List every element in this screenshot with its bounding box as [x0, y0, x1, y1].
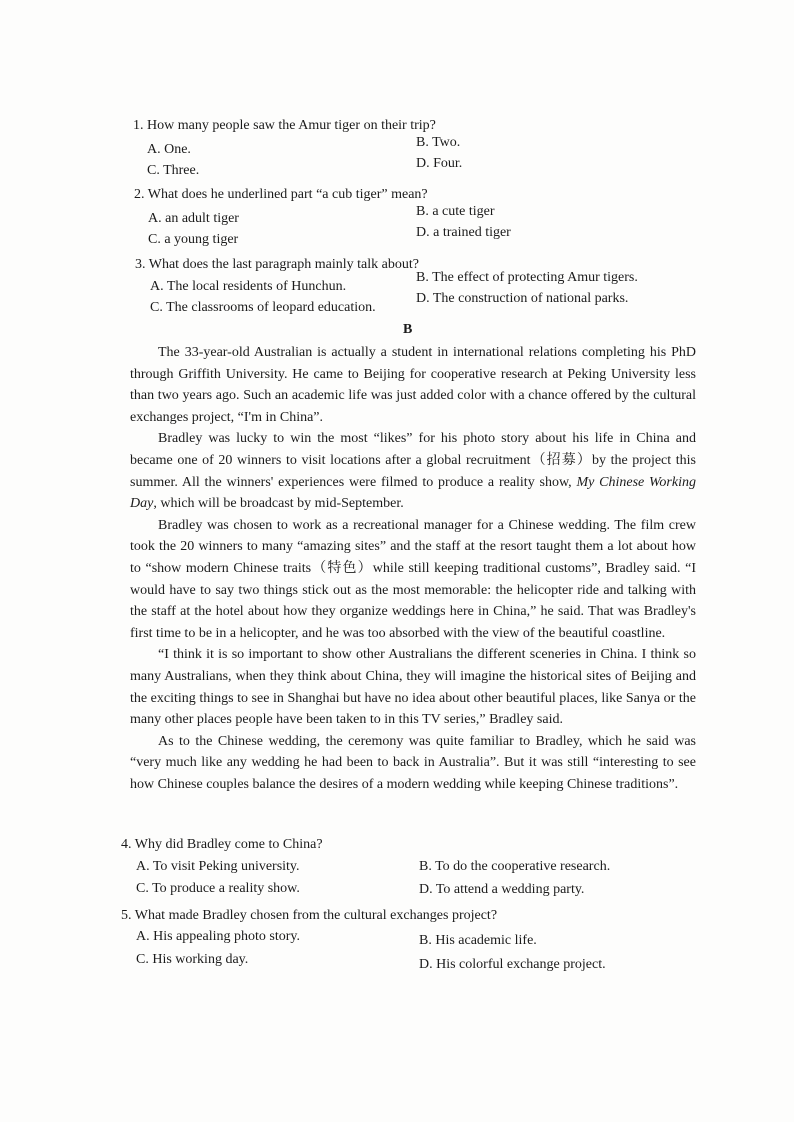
question-5-option-c: C. His working day.: [136, 952, 249, 967]
question-1-option-a: A. One.: [147, 142, 191, 157]
section-b-title: B: [403, 322, 413, 337]
question-4-option-a: A. To visit Peking university.: [136, 859, 300, 874]
question-5-stem: 5. What made Bradley chosen from the cultural exchanges project?: [121, 908, 498, 923]
question-3-option-c: C. The classrooms of leopard education.: [150, 300, 376, 315]
passage-paragraph-4: “I think it is so important to show other Australians the different sceneries in China. I think so many Australians, when they think about China, they will imagine the historical sites of Beijing and the exciting things to see in Shanghai but have no idea about other beautiful places, like Sanya or the many other places people have been taken to in this TV series,” Bradley said.: [130, 647, 696, 728]
passage-b: [130, 342, 696, 795]
question-1-option-b: B. Two.: [416, 135, 461, 150]
question-4-option-c: C. To produce a reality show.: [136, 881, 300, 896]
show-title: My Chinese Working Day: [130, 474, 696, 512]
question-5-option-d: D. His colorful exchange project.: [419, 957, 606, 972]
question-4-option-d: D. To attend a wedding party.: [419, 882, 585, 897]
question-2-option-b: B. a cute tiger: [416, 204, 495, 219]
passage-paragraph-2-text-b: , which will be broadcast by mid-September.: [153, 496, 404, 512]
question-3-option-a: A. The local residents of Hunchun.: [150, 279, 347, 294]
passage-paragraph-3: Bradley was chosen to work as a recreational manager for a Chinese wedding. The film crew took the 20 winners to many “amazing sites” and the staff at the resort taught them a lot about how to “show modern Chinese traits（特色）while still keeping traditional customs”, Bradley said. “I would have to say two things stick out as the most memorable: the helicopter ride and talking with the staff at the hotel about how they organize weddings here in China,” he said. That was Bradley's first time to be in a helicopter, and he was too absorbed with the view of the beautiful coastline.: [130, 517, 696, 641]
question-1-option-c: C. Three.: [147, 163, 200, 178]
question-2-option-c: C. a young tiger: [148, 232, 239, 247]
question-1-option-d: D. Four.: [416, 156, 463, 171]
question-2-option-d: D. a trained tiger: [416, 225, 511, 240]
question-3-option-d: D. The construction of national parks.: [416, 291, 629, 306]
question-1-stem: 1. How many people saw the Amur tiger on their trip?: [133, 118, 436, 133]
question-3-stem: 3. What does the last paragraph mainly talk about?: [135, 257, 419, 272]
passage-paragraph-5: As to the Chinese wedding, the ceremony was quite familiar to Bradley, which he said was “very much like any wedding he had been to back in Australia”. But it was still “interesting to see how Chinese couples balance the desires of a modern wedding while keeping Chinese traditions”.: [130, 733, 696, 792]
question-5-option-b: B. His academic life.: [419, 933, 537, 948]
question-2-stem: 2. What does he underlined part “a cub tiger” mean?: [134, 187, 428, 202]
question-4-stem: 4. Why did Bradley come to China?: [121, 837, 323, 852]
question-3-option-b: B. The effect of protecting Amur tigers.: [416, 270, 638, 285]
passage-paragraph-2: [130, 428, 696, 514]
question-2-option-a: A. an adult tiger: [148, 211, 239, 226]
passage-paragraph-2-text-a: Bradley was lucky to win the most “likes” for his photo story about his life in China and became one of 20 winners to visit locations after a global recruitment（招募）by the project this summer. All the winners' experiences were filmed to produce a reality show,: [130, 431, 696, 490]
question-5-option-a: A. His appealing photo story.: [136, 929, 300, 944]
question-4-option-b: B. To do the cooperative research.: [419, 859, 611, 874]
passage-paragraph-1: The 33-year-old Australian is actually a student in international relations completing his PhD through Griffith University. He came to Beijing for cooperative research at Peking University less than two years ago. Such an academic life was just added color with a chance offered by the cultural exchanges project, “I'm in China”.: [130, 345, 696, 425]
